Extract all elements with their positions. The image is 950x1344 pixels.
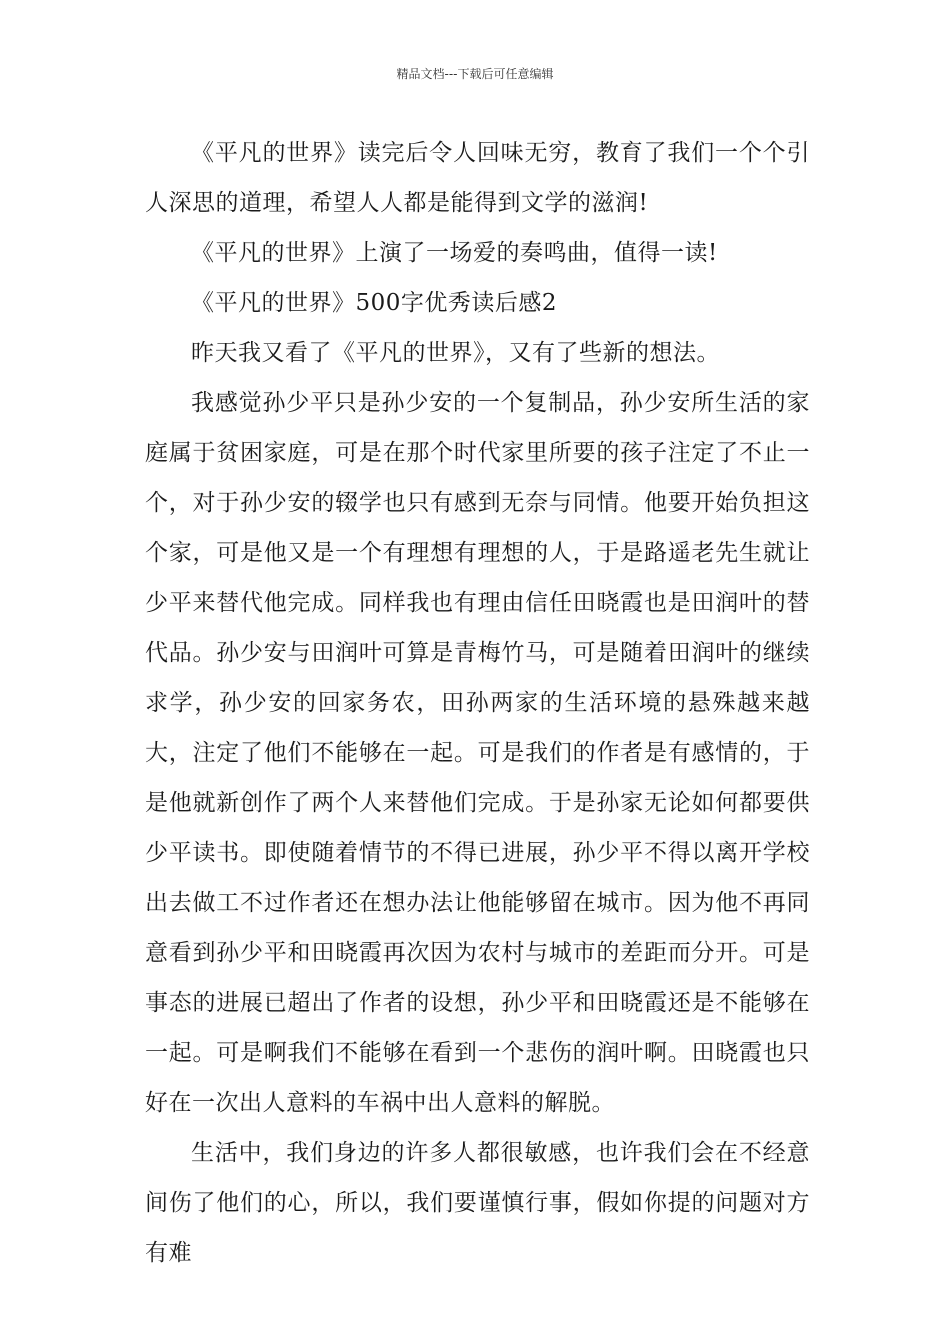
paragraph: 《平凡的世界》上演了一场爱的奏鸣曲，值得一读! bbox=[191, 240, 718, 266]
paragraph: 《平凡的世界》读完后令人回味无穷，教育了我们一个个引人深思的道理，希望人人都是能得到文学的滋润! bbox=[145, 140, 810, 216]
page-header: 精品文档---下载后可任意编辑 bbox=[396, 67, 554, 81]
paragraph: 昨天我又看了《平凡的世界》，又有了些新的想法。 bbox=[191, 340, 720, 366]
section-title: 《平凡的世界》500字优秀读后感2 bbox=[191, 290, 558, 316]
paragraph: 我感觉孙少平只是孙少安的一个复制品，孙少安所生活的家庭属于贫困家庭，可是在那个时代家里所要的孩子注定了不止一个，对于孙少安的辍学也只有感到无奈与同情。他要开始负担这个家，可是他又是一个有理想有理想的人，于是路遥老先生就让少平来替代他完成。同样我也有理由信任田晓霞也是田润叶的替代品。孙少安与田润叶可算是青梅竹马，可是随着田润叶的继续求学，孙少安的回家务农，田孙两家的生活环境的悬殊越来越大，注定了他们不能够在一起。可是我们的作者是有感情的，于是他就新创作了两个人来替他们完成。于是孙家无论如何都要供少平读书。即使随着情节的不得已进展，孙少平不得以离开学校出去做工不过作者还在想办法让他能够留在城市。因为他不再同意看到孙少平和田晓霞再次因为农村与城市的差距而分开。可是事态的进展已超出了作者的设想，孙少平和田晓霞还是不能够在一起。可是啊我们不能够在看到一个悲伤的润叶啊。田晓霞也只好在一次出人意料的车祸中出人意料的解脱。 bbox=[145, 390, 810, 1116]
document-body bbox=[145, 128, 810, 1278]
paragraph: 生活中，我们身边的许多人都很敏感，也许我们会在不经意间伤了他们的心，所以，我们要谨慎行事，假如你提的问题对方有难 bbox=[145, 1140, 810, 1266]
